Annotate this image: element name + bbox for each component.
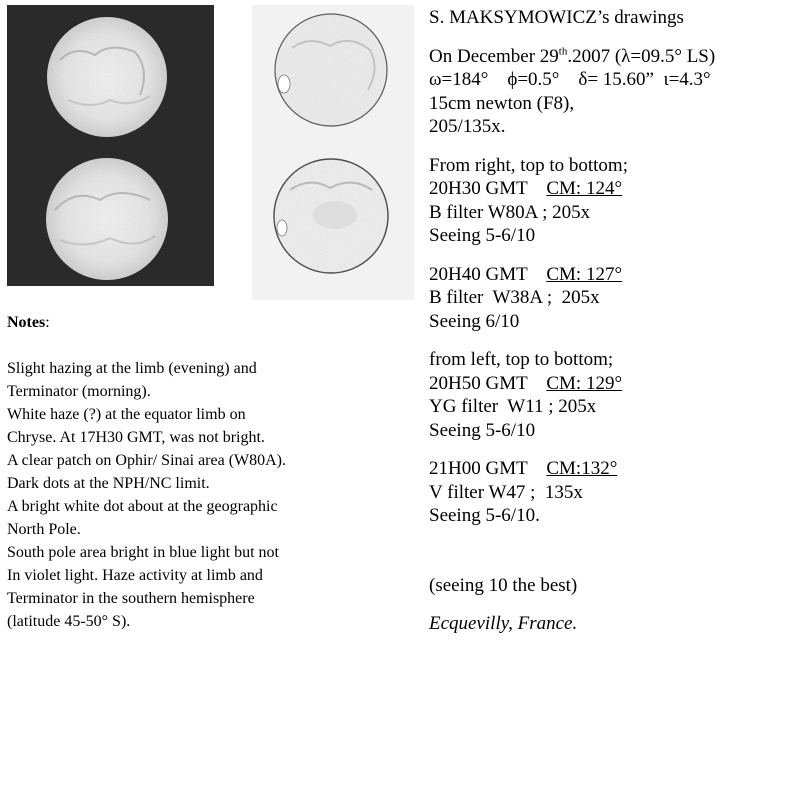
note-line: North Pole. <box>7 521 81 538</box>
obs2-seeing: Seeing 6/10 <box>429 310 520 332</box>
intro-left: from left, top to bottom; <box>429 349 614 370</box>
note-line: (latitude 45-50° S). <box>7 613 131 630</box>
mars-disk-bottom-left <box>46 158 168 280</box>
telescope-info: 15cm newton (F8), <box>429 92 575 114</box>
note-line: Terminator in the southern hemisphere <box>7 590 255 607</box>
notes-heading: Notes: <box>7 314 50 331</box>
obs3-time-cm: 20H50 GMT CM: 129° <box>429 372 623 394</box>
note-line: Chryse. At 17H30 GMT, was not bright. <box>7 429 265 446</box>
document-title: S. MAKSYMOWICZ’s drawings <box>429 7 684 28</box>
note-line: Slight hazing at the limb (evening) and <box>7 360 257 377</box>
note-line: Dark dots at the NPH/NC limit. <box>7 475 210 492</box>
obs1-time-cm: 20H30 GMT CM: 124° <box>429 178 623 199</box>
mars-disk-bottom-right <box>274 159 388 273</box>
observation-parameters: ω=184° ϕ=0.5° δ= 15.60” ι=4.3° <box>429 69 711 90</box>
obs4-filter: V filter W47 ; 135x <box>429 481 583 503</box>
mars-disk-top-left <box>47 17 167 137</box>
obs2-time-cm: 20H40 GMT CM: 127° <box>429 263 623 285</box>
note-line: In violet light. Haze activity at limb and <box>7 567 263 584</box>
obs4-time-cm: 21H00 GMT CM:132° <box>429 458 618 479</box>
note-line: A bright white dot about at the geographic <box>7 498 278 515</box>
obs2-filter: B filter W38A ; 205x <box>429 287 600 308</box>
mars-disk-top-right <box>275 14 387 126</box>
obs3-seeing: Seeing 5-6/10 <box>429 419 536 441</box>
magnification-info: 205/135x. <box>429 116 506 137</box>
obs1-filter: B filter W80A ; 205x <box>429 201 591 223</box>
note-line: A clear patch on Ophir/ Sinai area (W80A). <box>7 452 287 469</box>
mars-drawings-image <box>0 0 420 300</box>
note-line: South pole area bright in blue light but not <box>7 544 279 561</box>
observation-date: On December 29th.2007 (λ=09.5° LS) <box>429 45 716 67</box>
seeing-note: (seeing 10 the best) <box>429 574 578 596</box>
location: Ecquevilly, France. <box>429 613 578 634</box>
observation-details <box>429 6 791 636</box>
intro-right: From right, top to bottom; <box>429 154 628 176</box>
notes-section <box>7 311 407 633</box>
obs1-seeing: Seeing 5-6/10 <box>429 225 536 246</box>
note-line: White haze (?) at the equator limb on <box>7 406 246 423</box>
obs4-seeing: Seeing 5-6/10. <box>429 505 540 526</box>
note-line: Terminator (morning). <box>7 383 151 400</box>
obs3-filter: YG filter W11 ; 205x <box>429 396 597 417</box>
